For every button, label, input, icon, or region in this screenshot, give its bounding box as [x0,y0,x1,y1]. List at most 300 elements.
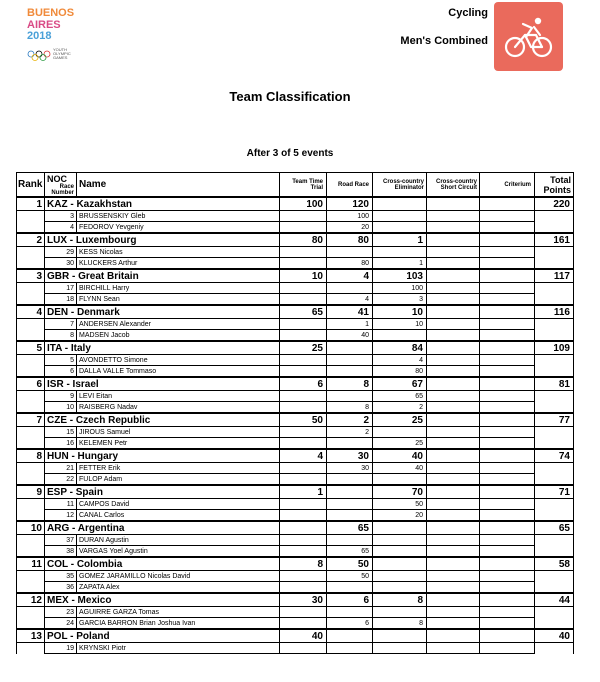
team-xco-points [427,485,480,499]
team-total-points: 116 [535,305,574,319]
athlete-rank-blank [17,391,45,402]
page-subtitle: After 3 of 5 events [246,148,334,159]
team-ttt-points [280,521,327,535]
athlete-name: BRUSSENSKIY Gleb [77,211,280,222]
team-road-points [327,341,373,355]
athlete-name: LEVI Eitan [77,391,280,402]
athlete-total-blank [535,607,574,618]
team-rank: 11 [17,557,45,571]
team-xce-points: 1 [373,233,427,247]
athlete-road-points [327,643,373,654]
team-xce-points: 8 [373,593,427,607]
athlete-road-points: 80 [327,258,373,270]
athlete-name: BIRCHILL Harry [77,283,280,294]
athlete-road-points: 30 [327,463,373,474]
team-xce-points: 103 [373,269,427,283]
athlete-rank-blank [17,258,45,270]
team-ttt-points: 65 [280,305,327,319]
team-ttt-points: 40 [280,629,327,643]
athlete-row [17,391,574,402]
team-xco-points [427,233,480,247]
team-crit-points [480,305,535,319]
athlete-row [17,438,574,450]
athlete-rank-blank [17,355,45,366]
team-noc: COL - Colombia [45,557,280,571]
athlete-row [17,607,574,618]
athlete-xco-points [427,294,480,306]
buenos-aires-2018-logo [27,8,79,64]
athlete-xce-points: 1 [373,258,427,270]
team-xce-points [373,557,427,571]
athlete-road-points [327,535,373,546]
athlete-road-points: 1 [327,319,373,330]
team-xce-points [373,629,427,643]
team-xce-points: 40 [373,449,427,463]
athlete-road-points [327,283,373,294]
header-name: Name [77,173,280,198]
athlete-rank-blank [17,582,45,594]
team-total-points: 71 [535,485,574,499]
table-header-row [17,173,574,198]
athlete-xco-points [427,618,480,630]
athlete-name: ANDERSEN Alexander [77,319,280,330]
team-ttt-points: 8 [280,557,327,571]
team-road-points: 50 [327,557,373,571]
team-crit-points [480,557,535,571]
athlete-ttt-points [280,510,327,522]
athlete-crit-points [480,366,535,378]
athlete-race-number: 17 [45,283,77,294]
athlete-race-number: 35 [45,571,77,582]
athlete-road-points [327,391,373,402]
athlete-total-blank [535,535,574,546]
athlete-total-blank [535,355,574,366]
athlete-total-blank [535,319,574,330]
athlete-race-number: 24 [45,618,77,630]
athlete-rank-blank [17,247,45,258]
athlete-road-points: 20 [327,222,373,234]
athlete-total-blank [535,571,574,582]
athlete-ttt-points [280,391,327,402]
athlete-road-points: 100 [327,211,373,222]
athlete-crit-points [480,510,535,522]
team-rank: 3 [17,269,45,283]
team-road-points: 80 [327,233,373,247]
athlete-crit-points [480,463,535,474]
athlete-crit-points [480,247,535,258]
athlete-crit-points [480,571,535,582]
team-rank: 7 [17,413,45,427]
team-total-points: 117 [535,269,574,283]
athlete-xco-points [427,582,480,594]
athlete-ttt-points [280,463,327,474]
athlete-race-number: 29 [45,247,77,258]
athlete-rank-blank [17,222,45,234]
team-xco-points [427,269,480,283]
athlete-name: MADSEN Jacob [77,330,280,342]
team-noc: HUN - Hungary [45,449,280,463]
athlete-xco-points [427,499,480,510]
header-ttt: Team Time Trial [280,173,327,198]
team-xco-points [427,449,480,463]
athlete-xco-points [427,546,480,558]
athlete-row [17,247,574,258]
team-crit-points [480,341,535,355]
header-xco: Cross-country Short Circuit [427,173,480,198]
athlete-rank-blank [17,474,45,486]
athlete-xco-points [427,258,480,270]
team-xco-points [427,629,480,643]
athlete-ttt-points [280,283,327,294]
athlete-xco-points [427,222,480,234]
table-body [17,197,574,654]
team-xco-points [427,377,480,391]
athlete-total-blank [535,247,574,258]
athlete-row [17,582,574,594]
athlete-rank-blank [17,294,45,306]
athlete-row [17,366,574,378]
team-road-points [327,485,373,499]
team-total-points: 77 [535,413,574,427]
team-crit-points [480,377,535,391]
athlete-race-number: 4 [45,222,77,234]
athlete-xce-points [373,546,427,558]
athlete-crit-points [480,582,535,594]
athlete-name: CAMPOS David [77,499,280,510]
team-xce-points: 67 [373,377,427,391]
team-noc: CZE - Czech Republic [45,413,280,427]
athlete-rank-blank [17,330,45,342]
athlete-name: FLYNN Sean [77,294,280,306]
athlete-ttt-points [280,582,327,594]
athlete-row [17,222,574,234]
athlete-race-number: 30 [45,258,77,270]
athlete-rank-blank [17,319,45,330]
athlete-ttt-points [280,607,327,618]
team-rank: 10 [17,521,45,535]
athlete-total-blank [535,402,574,414]
team-ttt-points: 50 [280,413,327,427]
athlete-total-blank [535,427,574,438]
athlete-road-points [327,474,373,486]
athlete-xce-points: 65 [373,391,427,402]
team-noc: ITA - Italy [45,341,280,355]
athlete-row [17,330,574,342]
team-xco-points [427,593,480,607]
athlete-rank-blank [17,571,45,582]
athlete-road-points: 4 [327,294,373,306]
team-ttt-points: 1 [280,485,327,499]
team-xce-points [373,197,427,211]
athlete-xce-points [373,222,427,234]
athlete-crit-points [480,402,535,414]
athlete-rank-blank [17,402,45,414]
team-road-points: 30 [327,449,373,463]
team-noc: KAZ - Kazakhstan [45,197,280,211]
athlete-rank-blank [17,618,45,630]
athlete-race-number: 23 [45,607,77,618]
athlete-race-number: 5 [45,355,77,366]
team-crit-points [480,449,535,463]
athlete-ttt-points [280,438,327,450]
athlete-rank-blank [17,211,45,222]
team-total-points: 220 [535,197,574,211]
athlete-xce-points: 40 [373,463,427,474]
athlete-xce-points [373,427,427,438]
athlete-crit-points [480,607,535,618]
athlete-total-blank [535,222,574,234]
team-crit-points [480,197,535,211]
athlete-total-blank [535,391,574,402]
athlete-row [17,463,574,474]
team-ttt-points: 4 [280,449,327,463]
team-xco-points [427,197,480,211]
athlete-crit-points [480,330,535,342]
athlete-row [17,643,574,654]
athlete-total-blank [535,294,574,306]
team-row [17,521,574,535]
athlete-ttt-points [280,571,327,582]
athlete-road-points [327,510,373,522]
athlete-xce-points [373,535,427,546]
athlete-ttt-points [280,546,327,558]
athlete-xce-points [373,247,427,258]
athlete-race-number: 8 [45,330,77,342]
sport-name: Cycling [448,7,488,19]
team-rank: 1 [17,197,45,211]
athlete-xco-points [427,319,480,330]
athlete-xce-points [373,571,427,582]
team-xce-points: 25 [373,413,427,427]
header-road: Road Race [327,173,373,198]
athlete-xce-points [373,330,427,342]
team-row [17,449,574,463]
athlete-xco-points [427,607,480,618]
athlete-total-blank [535,366,574,378]
athlete-total-blank [535,330,574,342]
athlete-rank-blank [17,366,45,378]
athlete-rank-blank [17,438,45,450]
team-rank: 5 [17,341,45,355]
athlete-xco-points [427,427,480,438]
athlete-row [17,546,574,558]
athlete-ttt-points [280,427,327,438]
team-total-points: 74 [535,449,574,463]
athlete-race-number: 16 [45,438,77,450]
athlete-row [17,510,574,522]
athlete-total-blank [535,499,574,510]
athlete-road-points [327,499,373,510]
athlete-rank-blank [17,499,45,510]
header-total: Total Points [535,173,574,198]
athlete-road-points: 40 [327,330,373,342]
athlete-crit-points [480,546,535,558]
team-road-points: 2 [327,413,373,427]
athlete-name: VARGAS Yoel Agustin [77,546,280,558]
athlete-road-points: 65 [327,546,373,558]
athlete-xco-points [427,463,480,474]
header-noc [45,173,77,198]
team-row [17,485,574,499]
athlete-ttt-points [280,474,327,486]
athlete-xce-points: 10 [373,319,427,330]
header-rank: Rank [17,173,45,198]
athlete-name: JIROUS Samuel [77,427,280,438]
athlete-xce-points: 50 [373,499,427,510]
athlete-rank-blank [17,546,45,558]
team-xco-points [427,413,480,427]
athlete-xce-points: 100 [373,283,427,294]
athlete-total-blank [535,546,574,558]
athlete-road-points [327,582,373,594]
athlete-road-points [327,607,373,618]
team-xce-points: 10 [373,305,427,319]
athlete-rank-blank [17,283,45,294]
athlete-race-number: 11 [45,499,77,510]
athlete-crit-points [480,427,535,438]
team-rank: 4 [17,305,45,319]
logo-line-1: BUENOS [27,7,75,19]
athlete-row [17,258,574,270]
athlete-xce-points [373,607,427,618]
athlete-xce-points: 20 [373,510,427,522]
team-ttt-points: 6 [280,377,327,391]
athlete-crit-points [480,355,535,366]
team-ttt-points: 30 [280,593,327,607]
athlete-road-points: 6 [327,618,373,630]
athlete-ttt-points [280,211,327,222]
team-road-points: 120 [327,197,373,211]
athlete-ttt-points [280,499,327,510]
athlete-xce-points: 25 [373,438,427,450]
team-noc: LUX - Luxembourg [45,233,280,247]
team-crit-points [480,413,535,427]
athlete-road-points [327,355,373,366]
athlete-row [17,211,574,222]
team-road-points: 65 [327,521,373,535]
athlete-xce-points [373,211,427,222]
team-noc: ARG - Argentina [45,521,280,535]
team-total-points: 109 [535,341,574,355]
athlete-ttt-points [280,355,327,366]
athlete-race-number: 3 [45,211,77,222]
athlete-total-blank [535,258,574,270]
athlete-xco-points [427,643,480,654]
athlete-name: GARCIA BARRON Brian Joshua Ivan [77,618,280,630]
team-crit-points [480,629,535,643]
athlete-crit-points [480,211,535,222]
team-road-points: 6 [327,593,373,607]
athlete-row [17,618,574,630]
athlete-total-blank [535,618,574,630]
team-noc: MEX - Mexico [45,593,280,607]
athlete-xce-points: 2 [373,402,427,414]
athlete-crit-points [480,499,535,510]
athlete-xco-points [427,366,480,378]
athlete-race-number: 38 [45,546,77,558]
athlete-name: CANAL Carlos [77,510,280,522]
team-rank: 9 [17,485,45,499]
athlete-road-points: 2 [327,427,373,438]
team-rank: 8 [17,449,45,463]
athlete-crit-points [480,283,535,294]
athlete-row [17,427,574,438]
team-crit-points [480,521,535,535]
athlete-xco-points [427,283,480,294]
cycling-pictogram [494,2,563,71]
athlete-xco-points [427,571,480,582]
athlete-xco-points [427,391,480,402]
team-road-points: 41 [327,305,373,319]
athlete-ttt-points [280,222,327,234]
team-noc: GBR - Great Britain [45,269,280,283]
athlete-total-blank [535,438,574,450]
athlete-race-number: 18 [45,294,77,306]
athlete-crit-points [480,222,535,234]
logo-subtitle: YOUTH OLYMPIC GAMES [53,47,71,60]
athlete-xce-points: 4 [373,355,427,366]
athlete-xce-points [373,582,427,594]
athlete-rank-blank [17,607,45,618]
athlete-row [17,474,574,486]
athlete-crit-points [480,391,535,402]
athlete-road-points [327,247,373,258]
athlete-rank-blank [17,510,45,522]
athlete-xco-points [427,535,480,546]
team-total-points: 81 [535,377,574,391]
athlete-row [17,283,574,294]
athlete-xco-points [427,247,480,258]
team-xco-points [427,341,480,355]
athlete-ttt-points [280,330,327,342]
athlete-name: AVONDETTO Simone [77,355,280,366]
athlete-name: AGUIRRE GARZA Tomas [77,607,280,618]
athlete-ttt-points [280,258,327,270]
athlete-ttt-points [280,294,327,306]
team-road-points [327,629,373,643]
header-xce: Cross-country Eliminator [373,173,427,198]
athlete-xco-points [427,510,480,522]
olympic-rings-icon [27,50,51,62]
header-noc-label: NOC [47,173,67,184]
athlete-name: DALLA VALLE Tommaso [77,366,280,378]
athlete-total-blank [535,211,574,222]
athlete-name: FULOP Adam [77,474,280,486]
athlete-row [17,499,574,510]
team-classification-table [16,172,574,654]
team-xco-points [427,305,480,319]
athlete-row [17,535,574,546]
athlete-name: RAISBERG Nadav [77,402,280,414]
team-total-points: 58 [535,557,574,571]
logo-line-3: 2018 [27,30,52,42]
team-total-points: 65 [535,521,574,535]
team-xce-points: 84 [373,341,427,355]
team-crit-points [480,485,535,499]
athlete-xce-points [373,474,427,486]
athlete-name: DURAN Agustin [77,535,280,546]
athlete-crit-points [480,258,535,270]
team-row [17,377,574,391]
athlete-ttt-points [280,366,327,378]
athlete-road-points [327,366,373,378]
athlete-ttt-points [280,643,327,654]
team-row [17,413,574,427]
team-xco-points [427,521,480,535]
athlete-race-number: 12 [45,510,77,522]
athlete-crit-points [480,535,535,546]
athlete-road-points: 50 [327,571,373,582]
